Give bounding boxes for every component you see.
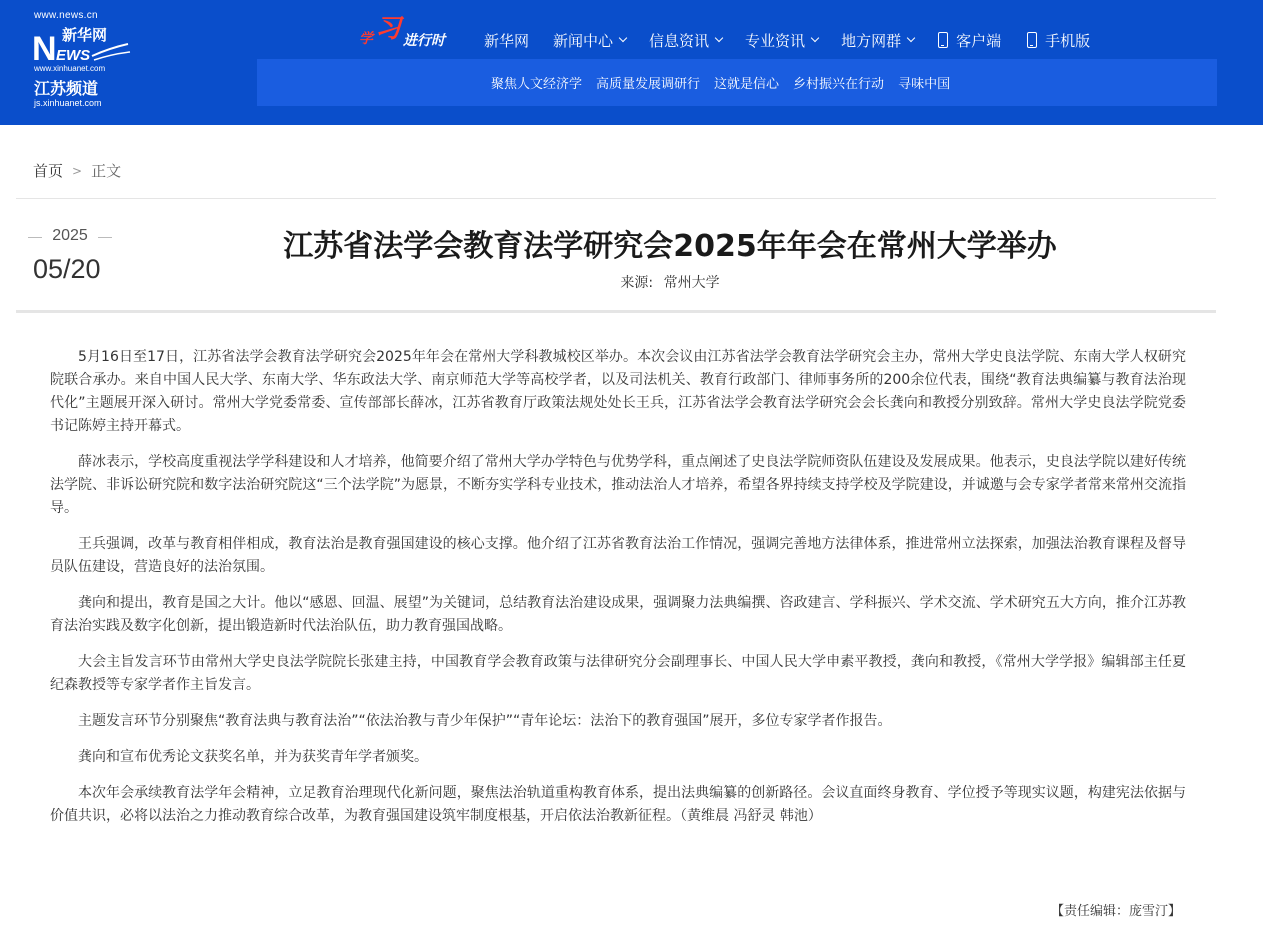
breadcrumb <box>33 160 121 181</box>
news-logo-icon <box>32 22 132 62</box>
svg-text:N: N <box>32 30 57 62</box>
nav-item-xinhuanet[interactable] <box>484 30 529 51</box>
channel-name: 江苏频道 <box>34 79 99 98</box>
article-paragraph: 大会主旨发言环节由常州大学史良法学院院长张建主持，中国教育学会教育政策与法律研究分会副理事长、中国人民大学申素平教授，龚向和教授，《常州大学学报》编辑部主任夏纪森教授等专家学者作主旨发言。 <box>50 654 1186 693</box>
nav-item-professional[interactable] <box>745 30 818 51</box>
chevron-down-icon <box>715 34 723 42</box>
nav-item-news-center[interactable] <box>553 30 626 51</box>
svg-text:新华网: 新华网 <box>62 26 108 44</box>
nav-item-local-sites[interactable] <box>841 30 914 51</box>
mobile-phone-icon <box>1027 32 1037 48</box>
nav-item-label: 手机版 <box>1045 31 1091 50</box>
sub-nav <box>257 59 1217 106</box>
breadcrumb-current: 正文 <box>91 162 122 180</box>
nav-item-label: 客户端 <box>956 31 1002 50</box>
nav-item-label: 新闻中心 <box>553 31 614 50</box>
divider <box>16 198 1216 199</box>
nav-item-label: 专业资讯 <box>745 31 806 50</box>
source-value: 常州大学 <box>663 275 720 291</box>
publish-year: 2025 <box>28 227 112 245</box>
chevron-down-icon <box>811 34 819 42</box>
main-nav <box>484 28 1090 52</box>
article-source <box>180 272 1160 292</box>
breadcrumb-home-link[interactable]: 首页 <box>33 162 64 180</box>
subnav-item[interactable]: 这就是信心 <box>714 77 780 92</box>
mobile-app-icon <box>938 32 948 48</box>
article-body <box>50 346 1186 841</box>
nav-item-label: 信息资讯 <box>649 31 710 50</box>
site-header <box>0 0 1263 125</box>
svg-text:EWS: EWS <box>56 47 91 62</box>
article-paragraph: 王兵强调，改革与教育相伴相成，教育法治是教育强国建设的核心支撑。他介绍了江苏省教育法治工作情况，强调完善地方法律体系，推进常州立法探索，加强法治教育课程及督导员队伍建设，营造良好的法治氛围。 <box>50 536 1186 575</box>
article-paragraph: 主题发言环节分别聚焦“教育法典与教育法治”“依法治教与青少年保护”“青年论坛：法治下的教育强国”展开，多位专家学者作报告。 <box>78 713 892 729</box>
nav-item-client[interactable] <box>938 30 1001 51</box>
article-paragraph: 薛冰表示，学校高度重视法学学科建设和人才培养，他简要介绍了常州大学办学特色与优势学科，重点阐述了史良法学院师资队伍建设及发展成果。他表示，史良法学院以建好传统法学院、非诉讼研究院和数字法治研究院这“三个法学院”为愿景，不断夯实学科专业技术，推动法治人才培养，希望各界持续支持学校及学院建设，并诚邀与会专家学者常来常州交流指导。 <box>50 454 1186 516</box>
subnav-item[interactable]: 寻味中国 <box>898 77 951 92</box>
breadcrumb-separator: > <box>72 163 83 178</box>
article-paragraph: 5月16日至17日，江苏省法学会教育法学研究会2025年年会在常州大学科教城校区举办。本次会议由江苏省法学会教育法学研究会主办，常州大学史良法学院、东南大学人权研究院联合承办。来自中国人民大学、东南大学、华东政法大学、南京师范大学等高校学者，以及司法机关、教育行政部门、律师事务所的200余位代表，围绕“教育法典编纂与教育法治现代化”主题展开深入研讨。常州大学党委常委、宣传部部长薛冰，江苏省教育厅政策法规处处长王兵，江苏省法学会教育法学研究会会长龚向和教授分别致辞。常州大学史良法学院党委书记陈婷主持开幕式。 <box>50 349 1186 434</box>
source-label: 来源: <box>620 275 654 291</box>
chevron-down-icon <box>619 34 627 42</box>
logo-url-mid: www.xinhuanet.com <box>34 64 106 73</box>
article-paragraph: 本次年会承续教育法学年会精神，立足教育治理现代化新问题，聚焦法治轨道重构教育体系，提出法典编纂的创新路径。会议直面终身教育、学位授予等现实议题，构建宪法依据与价值共识，必将以法治之力推动教育综合改革，为教育强国建设筑牢制度根基，开启依法治教新征程。（黄维晨 冯舒灵 韩池） <box>50 785 1186 824</box>
logo-url-top: www.news.cn <box>34 10 98 21</box>
publish-month-day: 05/20 <box>33 254 101 284</box>
xinhua-logo[interactable] <box>32 10 142 110</box>
subnav-item[interactable]: 聚焦人文经济学 <box>491 77 583 92</box>
divider <box>16 310 1216 313</box>
article-paragraph: 龚向和宣布优秀论文获奖名单，并为获奖青年学者颁奖。 <box>78 749 428 765</box>
nav-item-mobile[interactable] <box>1027 30 1090 51</box>
chevron-down-icon <box>907 34 915 42</box>
article-title: 江苏省法学会教育法学研究会2025年年会在常州大学举办 <box>283 229 1057 264</box>
xuexi-xi: 习 <box>375 14 402 44</box>
subnav-item[interactable]: 高质量发展调研行 <box>596 77 701 92</box>
xuexi-jinxingshi-link[interactable] <box>357 16 461 50</box>
responsible-editor: 【责任编辑：庞雪汀】 <box>1050 904 1181 919</box>
subnav-item[interactable]: 乡村振兴在行动 <box>793 77 885 92</box>
nav-item-label: 地方网群 <box>841 31 902 50</box>
nav-item-label: 新华网 <box>484 31 530 50</box>
article-paragraph: 龚向和提出，教育是国之大计。他以“感恩、回温、展望”为关键词，总结教育法治建设成果，强调聚力法典编撰、咨政建言、学科振兴、学术交流、学术研究五大方向，推介江苏教育法治实践及数字化创新，提出锻造新时代法治队伍，助力教育强国战略。 <box>50 595 1186 634</box>
logo-url-bottom: js.xinhuanet.com <box>34 98 102 108</box>
xuexi-xue: 学 <box>359 31 373 47</box>
xuexi-jinxingshi: 进行时 <box>403 33 445 49</box>
nav-item-info[interactable] <box>649 30 722 51</box>
